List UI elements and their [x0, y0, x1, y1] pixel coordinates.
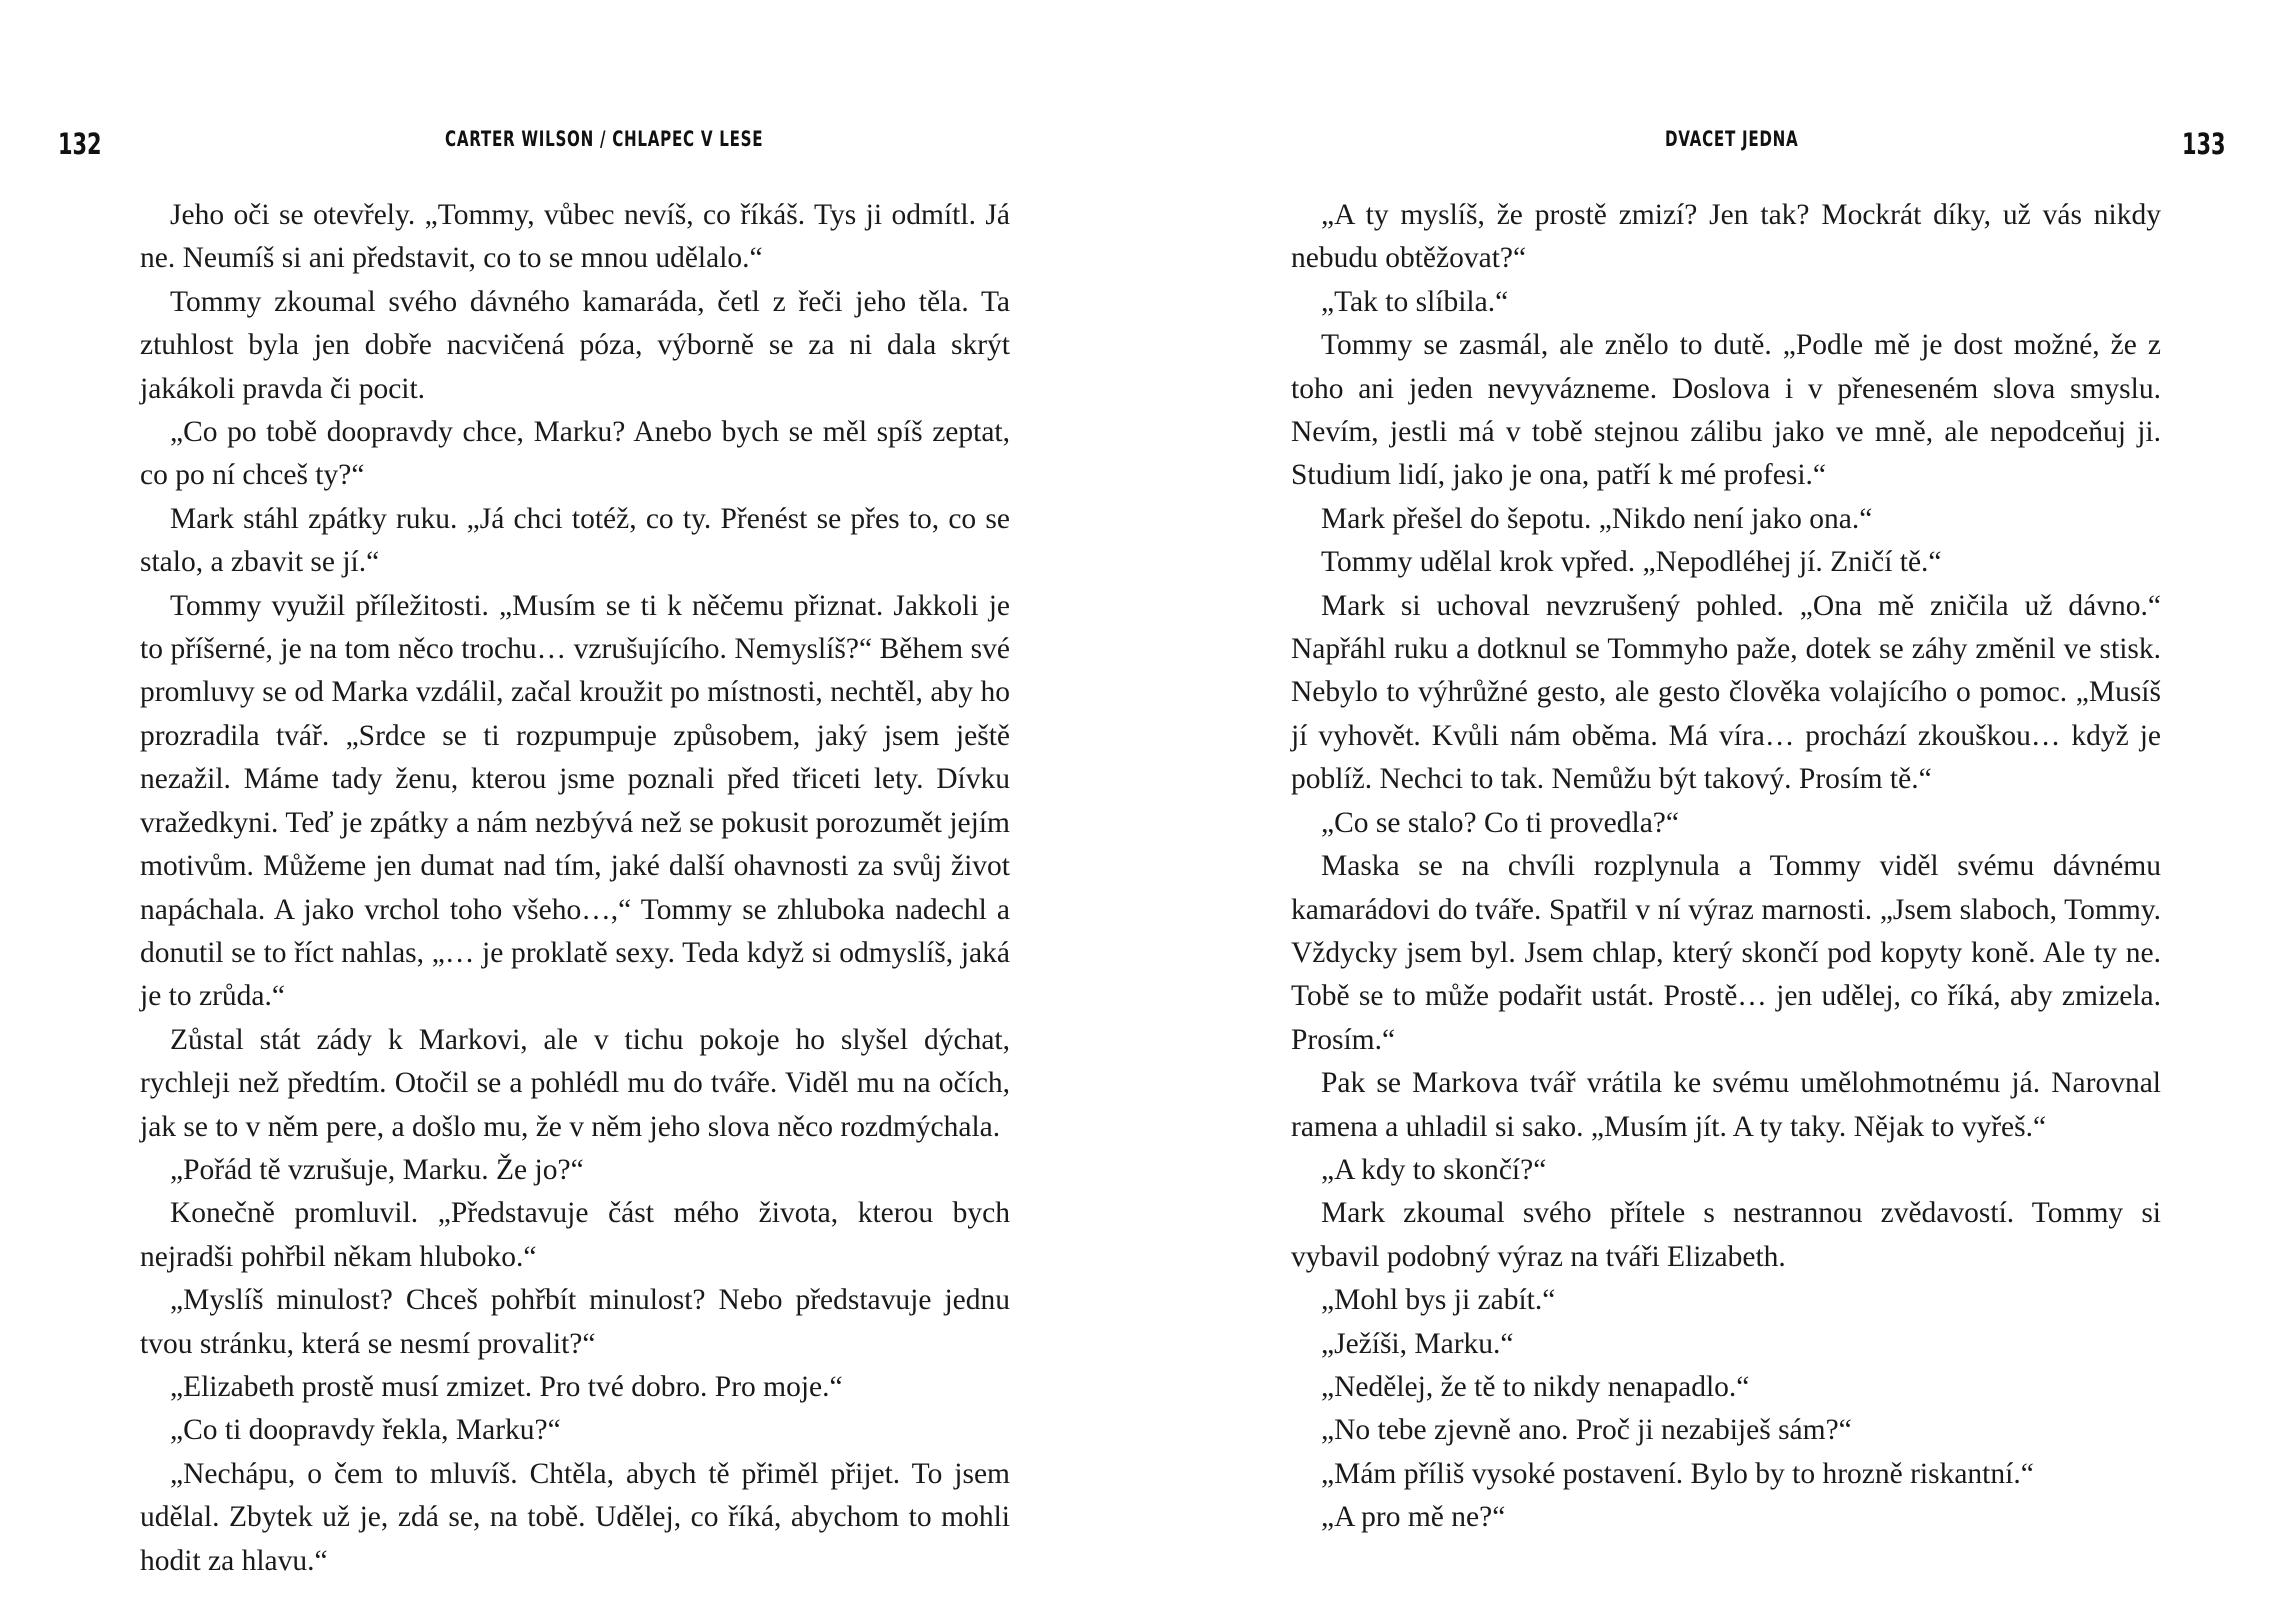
- body-text: [140, 194, 1010, 1583]
- paragraph: Pak se Markova tvář vrátila ke svému umělohmotnému já. Narovnal ramena a uhladil si sako. „Musím jít. A ty taky. Nějak to vyřeš.“: [1291, 1067, 2161, 1143]
- paragraph: „Mohl bys ji zabít.“: [1321, 1284, 1556, 1317]
- paragraph: „Co se stalo? Co ti provedla?“: [1321, 806, 1679, 839]
- paragraph: „Co po tobě doopravdy chce, Marku? Anebo bych se měl spíš zeptat, co po ní chceš ty?“: [140, 416, 1010, 492]
- paragraph: „Nedělej, že tě to nikdy nenapadlo.“: [1321, 1370, 1750, 1403]
- paragraph: Maska se na chvíli rozplynula a Tommy viděl svému dávnému kamarádovi do tváře. Spatřil v ní výraz marnosti. „Jsem slaboch, Tommy. Vždycky jsem byl. Jsem chlap, který skončí pod kopyty koně. Ale ty ne. Tobě se to může podařit ustát. Prostě… jen udělej, co říká, aby zmizela. Prosím.“: [1291, 850, 2161, 1056]
- body-text: [1291, 194, 2161, 1540]
- paragraph: „No tebe zjevně ano. Proč ji nezabiješ sám?“: [1321, 1414, 1852, 1447]
- paragraph: Mark stáhl zpátky ruku. „Já chci totéž, co ty. Přenést se přes to, co se stalo, a zbavit se jí.“: [140, 502, 1010, 579]
- paragraph: Jeho oči se otevřely. „Tommy, vůbec nevíš, co říkáš. Tys ji odmítl. Já ne. Neumíš si ani představit, co to se mnou udělalo.“: [140, 199, 1010, 275]
- paragraph: „Co ti doopravdy řekla, Marku?“: [170, 1414, 561, 1447]
- right-page: [1142, 0, 2284, 1615]
- paragraph: „Ježíši, Marku.“: [1321, 1327, 1514, 1360]
- page-number: 133: [2182, 127, 2226, 161]
- paragraph: „Elizabeth prostě musí zmizet. Pro tvé dobro. Pro moje.“: [170, 1370, 843, 1403]
- paragraph: Tommy se zasmál, ale znělo to dutě. „Podle mě je dost možné, že z toho ani jeden nevyvázneme. Doslova i v přeneseném slova smyslu. Nevím, jestli má v tobě stejnou zálibu jako ve mně, ale nepodceňuj ji. Studium lidí, jako je ona, patří k mé profesi.“: [1291, 329, 2161, 492]
- paragraph: Tommy udělal krok vpřed. „Nepodléhej jí. Zničí tě.“: [1321, 546, 1942, 579]
- paragraph: Mark přešel do šepotu. „Nikdo není jako ona.“: [1321, 502, 1873, 535]
- paragraph: Tommy využil příležitosti. „Musím se ti k něčemu přiznat. Jakkoli je to příšerné, je na tom něco trochu… vzrušujícího. Nemyslíš?“ Během své promluvy se od Marka vzdálil, začal kroužit po místnosti, nechtěl, aby ho prozradila tvář. „Srdce se ti rozpumpuje způsobem, jaký jsem ještě nezažil. Máme tady ženu, kterou jsme poznali před třiceti lety. Dívku vražedkyni. Teď je zpátky a nám nezbývá než se pokusit porozumět jejím motivům. Můžeme jen dumat nad tím, jaké další ohavnosti za svůj život napáchala. A jako vrchol toho všeho…,“ Tommy se zhluboka nadechl a donutil se to říct nahlas, „… je proklatě sexy. Teda když si odmyslíš, jaká je to zrůda.“: [140, 589, 1010, 1013]
- running-head: DVACET JEDNA: [1665, 127, 1799, 151]
- paragraph: Konečně promluvil. „Představuje část mého života, kterou bych nejradši pohřbil někam hluboko.“: [140, 1197, 1010, 1273]
- paragraph: „Pořád tě vzrušuje, Marku. Že jo?“: [170, 1153, 584, 1186]
- paragraph: Mark si uchoval nevzrušený pohled. „Ona mě zničila už dávno.“ Napřáhl ruku a dotknul se Tommyho paže, dotek se záhy změnil ve stisk. Nebylo to výhrůžné gesto, ale gesto člověka volajícího o pomoc. „Musíš jí vyhovět. Kvůli nám oběma. Má víra… prochází zkouškou… když je poblíž. Nechci to tak. Nemůžu být takový. Prosím tě.“: [1291, 589, 2161, 796]
- paragraph: „Myslíš minulost? Chceš pohřbít minulost? Nebo představuje jednu tvou stránku, která se nesmí provalit?“: [140, 1284, 1010, 1360]
- paragraph: „Tak to slíbila.“: [1321, 285, 1509, 318]
- paragraph: Zůstal stát zády k Markovi, ale v tichu pokoje ho slyšel dýchat, rychleji než předtím. Otočil se a pohlédl mu do tváře. Viděl mu na očích, jak se to v něm pere, a došlo mu, že v něm jeho slova něco rozdmýchala.: [140, 1023, 1010, 1143]
- paragraph: Tommy zkoumal svého dávného kamaráda, četl z řeči jeho těla. Ta ztuhlost byla jen dobře nacvičená póza, výborně se za ni dala skrýt jakákoli pravda či pocit.: [140, 285, 1010, 405]
- paragraph: „A ty myslíš, že prostě zmizí? Jen tak? Mockrát díky, už vás nikdy nebudu obtěžovat?“: [1291, 199, 2161, 275]
- paragraph: „Mám příliš vysoké postavení. Bylo by to hrozně riskantní.“: [1321, 1457, 2034, 1490]
- page-number: 132: [58, 127, 102, 161]
- paragraph: Mark zkoumal svého přítele s nestrannou zvědavostí. Tommy si vybavil podobný výraz na tváři Elizabeth.: [1291, 1197, 2161, 1273]
- running-head: CARTER WILSON / CHLAPEC V LESE: [445, 127, 764, 151]
- paragraph: „A kdy to skončí?“: [1321, 1153, 1547, 1186]
- paragraph: „Nechápu, o čem to mluvíš. Chtěla, abych tě přiměl přijet. To jsem udělal. Zbytek už je, zdá se, na tobě. Udělej, co říká, abychom to mohli hodit za hlavu.“: [140, 1457, 1010, 1577]
- paragraph: „A pro mě ne?“: [1321, 1501, 1506, 1534]
